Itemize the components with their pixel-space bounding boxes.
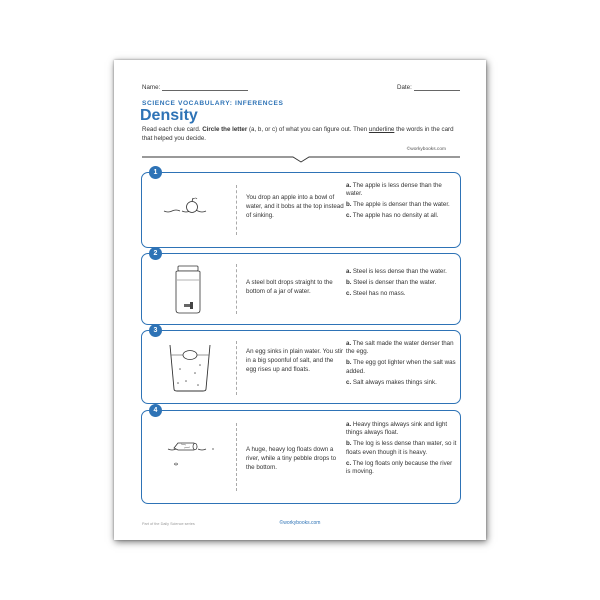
page-title: Density (140, 107, 198, 124)
option-letter: c. (346, 378, 352, 386)
option-letter: b. (346, 279, 352, 286)
option-b[interactable] (346, 279, 458, 287)
footer-series-note: Part of the Daily Science series (142, 522, 195, 526)
worksheet-page (114, 60, 486, 540)
option-c[interactable] (346, 290, 458, 298)
option-text: Steel has no mass. (352, 290, 406, 297)
option-text: The log floats only because the river is moving. (346, 459, 453, 476)
option-text: Steel is less dense than the water. (352, 268, 447, 275)
clue-text: An egg sinks in plain water. You stir in a big spoonful of salt, and the egg rises up and floats. (246, 348, 343, 373)
name-label: Name: (142, 84, 161, 91)
option-c[interactable] (346, 212, 458, 220)
answer-options (346, 421, 458, 479)
answer-options (346, 268, 458, 301)
floating-log-icon (150, 431, 230, 481)
option-b[interactable] (346, 201, 458, 209)
option-text: Heavy things always sink and light things always float. (346, 421, 448, 437)
credit-text: ©workybooks.com (406, 147, 446, 152)
option-text: Steel is denser than the water. (353, 279, 437, 286)
card-separator (236, 423, 237, 491)
option-letter: a. (346, 421, 352, 428)
date-line (414, 90, 460, 91)
option-text: The apple is less dense than the water. (346, 182, 442, 198)
clue-text: A steel bolt drops straight to the bottom of a jar of water. (246, 279, 333, 295)
instructions (142, 126, 464, 143)
footer-credit: ©workybooks.com (279, 520, 321, 526)
clue-text: A huge, heavy log floats down a river, while a tiny pebble drops to the bottom. (246, 446, 337, 471)
card-number: 2 (149, 247, 162, 260)
divider-line (142, 154, 460, 164)
option-a[interactable] (346, 421, 458, 438)
name-field[interactable] (142, 84, 248, 91)
option-text: Salt always makes things sink. (352, 378, 437, 386)
option-letter: b. (346, 201, 352, 209)
option-letter: b. (346, 359, 352, 367)
clue-card-1 (141, 169, 461, 248)
clue-card-3 (141, 327, 461, 404)
option-text: The apple has no density at all. (352, 212, 439, 220)
option-text: The salt made the water denser than the egg. (346, 340, 454, 356)
instructions-underline: underline (368, 126, 395, 133)
option-b[interactable] (346, 440, 458, 457)
option-letter: a. (346, 340, 352, 347)
option-text: The egg got lighter when the salt was added. (346, 359, 456, 375)
name-line (162, 90, 248, 91)
answer-options (346, 340, 458, 390)
instructions-text-3: the words in the card that helped you decide. (142, 126, 454, 142)
option-letter: c. (346, 459, 352, 467)
jar-with-bolt-icon (150, 262, 230, 316)
option-text: The apple is denser than the water. (353, 201, 450, 209)
card-separator (236, 341, 237, 395)
clue-card-4 (141, 407, 461, 504)
card-separator (236, 264, 237, 314)
clue-text: You drop an apple into a bowl of water, and it bobs at the top instead of sinking. (246, 194, 344, 219)
option-letter: a. (346, 268, 352, 275)
instructions-text-1: Read each clue card. (142, 126, 203, 133)
subject-heading: SCIENCE VOCABULARY: INFERENCES (142, 100, 284, 107)
card-number: 4 (149, 404, 162, 417)
option-letter: b. (346, 440, 352, 448)
option-letter: c. (346, 212, 352, 220)
clue-card-2 (141, 250, 461, 325)
option-a[interactable] (346, 268, 458, 276)
card-separator (236, 185, 237, 235)
option-a[interactable] (346, 182, 458, 199)
answer-options (346, 182, 458, 223)
option-text: The log is less dense than water, so it floats even though it is heavy. (346, 440, 457, 456)
egg-in-glass-icon (150, 341, 230, 395)
option-letter: c. (346, 290, 352, 297)
option-c[interactable] (346, 460, 458, 477)
option-letter: a. (346, 182, 352, 189)
option-b[interactable] (346, 359, 458, 376)
instructions-bold: Circle the letter (202, 126, 248, 133)
option-c[interactable] (346, 379, 458, 387)
option-a[interactable] (346, 340, 458, 357)
card-number: 3 (149, 324, 162, 337)
date-label: Date: (397, 84, 412, 91)
date-field[interactable] (397, 84, 460, 91)
card-number: 1 (149, 166, 162, 179)
instructions-text-2: (a, b, or c) of what you can figure out. Then (247, 126, 369, 133)
apple-in-water-icon (150, 185, 230, 235)
